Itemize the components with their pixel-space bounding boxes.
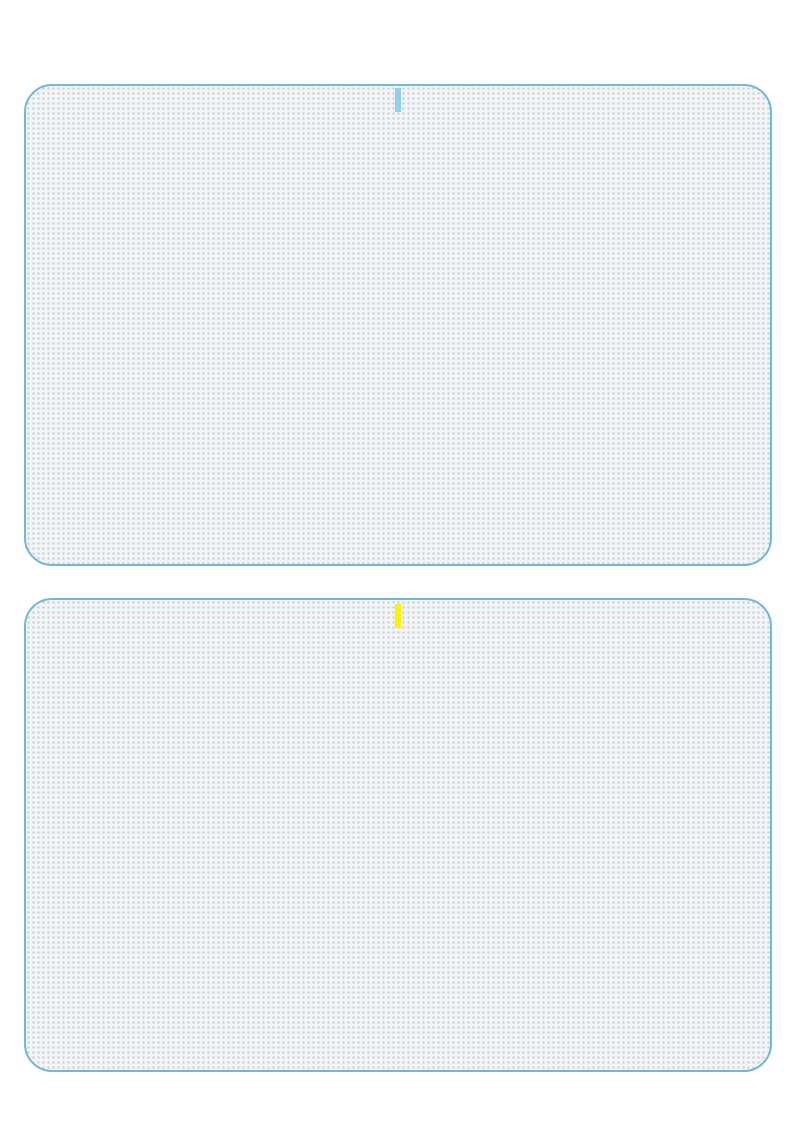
evening-dictation-card — [24, 598, 772, 1072]
evening-badge-label — [395, 604, 401, 628]
evening-badge — [26, 604, 770, 628]
morning-reading-card — [24, 84, 772, 566]
morning-badge — [26, 88, 770, 112]
morning-badge-label — [395, 88, 401, 112]
